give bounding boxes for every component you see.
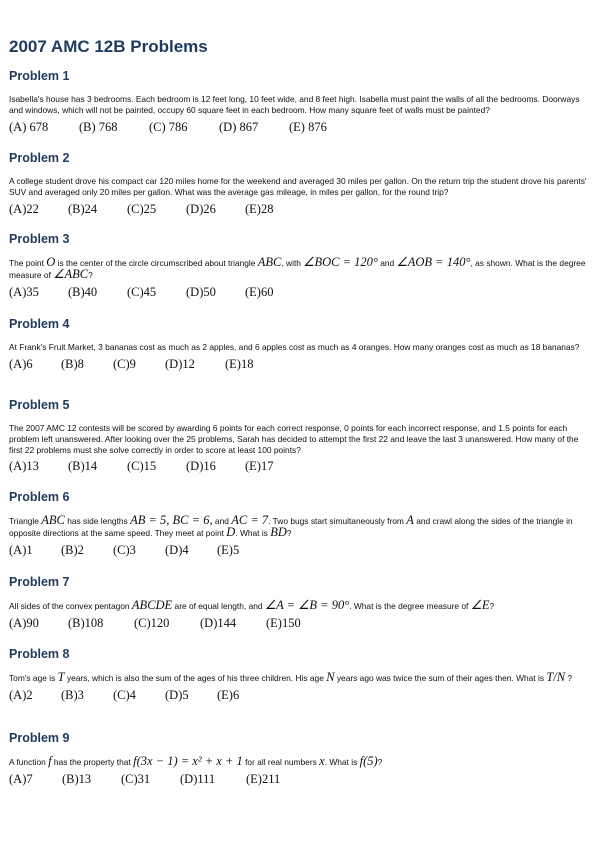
problem-text: The 2007 AMC 12 contests will be scored by awarding 6 points for each correct response, 0 points for each incorrect response, and 1.5 points for each problem left unanswered. After looking over the 25 problems, Sarah has decided to attempt the first 22 and leave the last 3 unanswered. How many of the first 22 problems must she solve correctly in order to score at least 100 points?	[9, 423, 579, 455]
text-run: . What is	[235, 527, 271, 538]
math-run: T	[57, 670, 65, 684]
text-run: for all real numbers	[242, 757, 320, 767]
problem-text	[9, 672, 587, 684]
choice-e: (E)17	[245, 459, 274, 474]
math-run: f	[48, 754, 52, 768]
text-run: and crawl along the sides of the triangle in opposite directions at the same speed. They meet at point	[9, 516, 573, 538]
choice-b: (B) 768	[79, 119, 118, 134]
choice-b: (B)8	[61, 356, 84, 371]
answer-choices	[9, 119, 587, 136]
math-run: ∠E	[470, 598, 490, 612]
choice-c: (C)4	[113, 687, 136, 702]
choice-a: (A)2	[9, 687, 33, 702]
problem-text	[9, 600, 587, 612]
choice-e: (E)150	[266, 615, 301, 630]
problem-1	[9, 68, 587, 136]
choice-d: (D)4	[165, 542, 189, 557]
math-run: AB = 5, BC = 6,	[130, 513, 213, 527]
choice-e: (E)211	[246, 771, 281, 786]
text-run: ?	[489, 601, 495, 611]
math-run: A	[406, 513, 414, 527]
choice-c: (C) 786	[149, 119, 188, 134]
problem-heading: Problem 5	[9, 398, 70, 412]
text-run: The point	[9, 258, 47, 268]
math-run: x	[319, 754, 325, 768]
problem-5	[9, 397, 587, 475]
choice-a: (A)1	[9, 542, 33, 557]
math-run: BD	[270, 524, 287, 539]
choice-d: (D)111	[180, 771, 216, 786]
choice-b: (B)13	[62, 771, 92, 786]
math-run: D	[226, 524, 236, 539]
choice-c: (C)25	[127, 201, 157, 216]
choice-d: (D)12	[165, 356, 195, 371]
problem-heading: Problem 3	[9, 232, 70, 246]
choice-e: (E)6	[217, 687, 240, 702]
choice-a: (A)22	[9, 201, 39, 216]
math-run: f(5)	[359, 754, 378, 768]
problem-heading: Problem 7	[9, 575, 70, 589]
problem-heading: Problem 1	[9, 69, 70, 83]
text-run: are of equal length, and	[172, 601, 265, 611]
problem-9	[9, 730, 587, 788]
math-run: f(3x − 1) = x² + x + 1	[133, 754, 243, 768]
answer-choices	[9, 542, 587, 559]
text-run: years ago was twice the sum of their ages then. What is	[334, 673, 547, 683]
choice-d: (D)16	[186, 459, 216, 474]
choice-c: (C)45	[127, 284, 157, 299]
choice-c: (C)15	[127, 459, 157, 474]
choice-a: (A)90	[9, 615, 39, 630]
text-run: ?	[286, 527, 292, 538]
choice-e: (E)28	[245, 201, 274, 216]
problem-4	[9, 316, 587, 373]
problem-heading: Problem 6	[9, 490, 70, 504]
choice-b: (B)108	[68, 615, 104, 630]
choice-e: (E)5	[217, 542, 240, 557]
choice-a: (A)6	[9, 356, 33, 371]
problem-8	[9, 646, 587, 704]
math-run: ∠A = ∠B = 90°	[264, 598, 350, 612]
choice-d: (D)144	[200, 615, 237, 630]
math-run: AC = 7	[231, 513, 269, 527]
text-run: is the center of the circle circumscribed about triangle	[55, 258, 258, 268]
text-run: All sides of the convex pentagon	[9, 601, 132, 611]
math-run: ABC	[41, 513, 65, 527]
math-run: ∠BOC = 120°	[303, 255, 378, 269]
problem-6	[9, 489, 587, 559]
choice-a: (A)13	[9, 459, 39, 474]
problem-heading: Problem 4	[9, 317, 70, 331]
choice-d: (D) 867	[219, 119, 259, 134]
text-run: and	[212, 516, 232, 526]
text-run: and	[377, 258, 397, 268]
choice-b: (B)2	[61, 542, 84, 557]
problem-heading: Problem 9	[9, 731, 70, 745]
choice-d: (D)50	[186, 284, 216, 299]
answer-choices	[9, 687, 587, 704]
text-run: ?	[88, 269, 93, 280]
choice-c: (C)9	[113, 356, 136, 371]
text-run: A function	[9, 757, 49, 767]
math-run: ∠ABC	[53, 266, 89, 281]
problem-text: Isabella's house has 3 bedrooms. Each bedroom is 12 feet long, 10 feet wide, and 8 feet high. Isabella must paint the walls of all the bedrooms. Doorways and windows, which will not be painted, occupy 60 square feet in each bedroom. How many square feet of walls must be painted?	[9, 94, 580, 115]
page-title: 2007 AMC 12B Problems	[9, 37, 208, 56]
text-run: , as shown. What is the degree measure of	[9, 258, 586, 280]
choice-a: (A) 678	[9, 119, 49, 134]
text-run: Triangle	[9, 516, 42, 526]
problem-text	[9, 257, 587, 281]
choice-b: (B)3	[61, 687, 84, 702]
text-run: . What is	[324, 757, 360, 767]
problem-3	[9, 231, 587, 301]
problem-text: A college student drove his compact car 120 miles home for the weekend and averaged 30 miles per gallon. On the return trip the student drove his parents' SUV and averaged only 20 miles per gallon. What was the average gas mileage, in miles per gallon, for the round trip?	[9, 176, 587, 197]
problem-heading: Problem 8	[9, 647, 70, 661]
math-run: ABC	[257, 255, 282, 269]
choice-b: (B)24	[68, 201, 98, 216]
problem-text: At Frank's Fruit Market, 3 bananas cost as much as 2 apples, and 6 apples cost as much as 4 oranges. How many oranges cost as much as 18 bananas?	[9, 342, 580, 352]
choice-e: (E)60	[245, 284, 274, 299]
choice-a: (A)7	[9, 771, 33, 786]
answer-choices	[9, 201, 587, 218]
choice-c: (C)120	[134, 615, 170, 630]
problem-2	[9, 150, 587, 218]
math-run: ABCDE	[131, 598, 173, 612]
choice-e: (E) 876	[289, 119, 327, 134]
text-run: . Two bugs start simultaneously from	[268, 516, 407, 526]
answer-choices	[9, 615, 587, 632]
choice-c: (C)3	[113, 542, 136, 557]
text-run: , with	[281, 258, 304, 268]
problem-text	[9, 756, 587, 768]
answer-choices	[9, 771, 587, 788]
math-run: T/N	[546, 670, 566, 684]
choice-d: (D)26	[186, 201, 216, 216]
answer-choices	[9, 284, 587, 301]
choice-c: (C)31	[121, 771, 151, 786]
answer-choices	[9, 356, 587, 373]
text-run: years, which is also the sum of the ages of his three children. His age	[64, 673, 327, 683]
math-run: O	[46, 255, 56, 269]
choice-b: (B)40	[68, 284, 98, 299]
answer-choices	[9, 458, 587, 475]
text-run: Tom's age is	[9, 673, 58, 683]
problem-7	[9, 574, 587, 632]
text-run: ?	[565, 673, 573, 683]
problem-heading: Problem 2	[9, 151, 70, 165]
text-run: has the property that	[51, 757, 134, 767]
text-run: has side lengths	[64, 516, 131, 526]
text-run: . What is the degree measure of	[349, 601, 471, 611]
choice-e: (E)18	[225, 356, 254, 371]
choice-a: (A)35	[9, 284, 39, 299]
math-run: ∠AOB = 140°	[396, 255, 471, 269]
choice-d: (D)5	[165, 687, 189, 702]
math-run: N	[326, 670, 335, 684]
text-run: ?	[377, 757, 383, 767]
choice-b: (B)14	[68, 459, 98, 474]
problem-text	[9, 515, 587, 539]
